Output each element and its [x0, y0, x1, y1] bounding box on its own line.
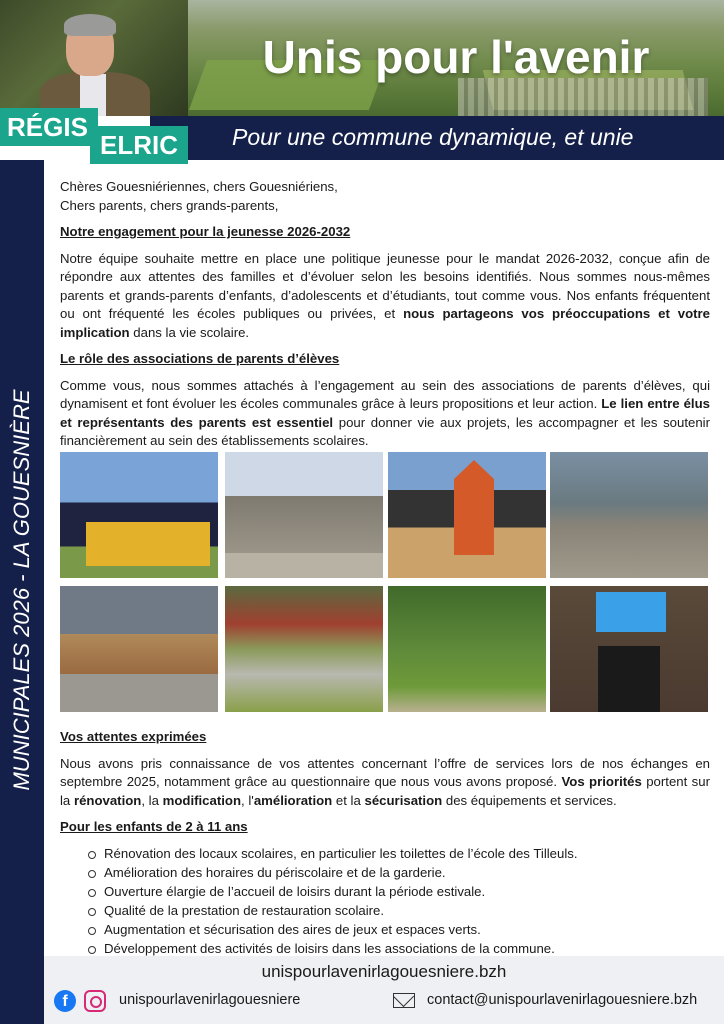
photo-stone-school [225, 452, 383, 578]
main-content [60, 178, 710, 459]
campaign-subtitle: Pour une commune dynamique, et unie [232, 124, 634, 150]
list-item: Augmentation et sécurisation des aires de jeux et espaces verts. [86, 921, 710, 940]
photo-community-building [60, 586, 218, 712]
website-link[interactable]: unispourlavenirlagouesniere.bzh [261, 962, 507, 981]
list-item: Amélioration des horaires du périscolaire et de la garderie. [86, 864, 710, 883]
photo-grid [60, 452, 710, 714]
list-item: Qualité de la prestation de restauration scolaire. [86, 902, 710, 921]
greeting-line-2: Chers parents, chers grands-parents, [60, 197, 279, 213]
photo-sports-track [225, 586, 383, 712]
lower-content [60, 722, 710, 959]
candidate-last-name: ELRIC [100, 130, 178, 160]
candidate-portrait [0, 0, 188, 116]
paragraph-engagement: Notre équipe souhaite mettre en place une politique jeunesse pour le mandat 2026-2032, conçue afin de répondre aux attentes des familles et d’évoluer selon les besoins identifiés. Nous sommes nous-mêmes parents et grands-parents d’enfants, d’adolescents et d’étudiants, tout comme vous. Nos enfants fréquentent ou ont fréquenté les écoles publiques ou privées, et nous partageons vos préoccupations et votre implication dans la vie scolaire. [60, 250, 711, 340]
photo-playground [388, 452, 546, 578]
photo-school-aerial [550, 452, 708, 578]
paragraph-associations: Comme vous, nous sommes attachés à l’engagement au sein des associations de parents d’élèves, qui dynamisent et font évoluer les écoles communales grâce à leurs propositions et leur action. Le lien entre élus et représentants des parents est essentiel pour donner vie aux projets, les accompagner et les soutenir financièrement au sein des établissements scolaires. [60, 377, 710, 448]
list-item: Ouverture élargie de l’accueil de loisirs durant la période estivale. [86, 883, 710, 902]
header [0, 0, 724, 160]
list-item: Développement des activités de loisirs dans les associations de la commune. [86, 940, 710, 959]
campaign-title: Unis pour l'avenir [262, 31, 650, 83]
social-handle[interactable]: unispourlavenirlagouesniere [119, 992, 301, 1008]
photo-stone-entrance [550, 586, 708, 712]
section-title-expectations: Vos attentes exprimées [60, 729, 207, 744]
section-title-engagement: Notre engagement pour la jeunesse 2026-2032 [60, 224, 351, 239]
candidate-first-name: RÉGIS [7, 112, 88, 142]
instagram-icon[interactable] [84, 990, 106, 1012]
children-priorities-list [86, 845, 710, 959]
greeting-line-1: Chères Gouesniériennes, chers Gouesniériens, [60, 179, 338, 194]
photo-school-yellow-building [60, 452, 218, 578]
list-item: Rénovation des locaux scolaires, en particulier les toilettes de l’école des Tilleuls. [86, 845, 710, 864]
contact-email-link[interactable]: contact@unispourlavenirlagouesniere.bzh [427, 992, 698, 1008]
photo-green-path [388, 586, 546, 712]
mail-icon [393, 993, 415, 1008]
section-title-children: Pour les enfants de 2 à 11 ans [60, 819, 248, 834]
election-banner-text: MUNICIPALES 2026 - LA GOUESNIÈRE [9, 389, 34, 791]
facebook-icon[interactable]: f [54, 990, 76, 1012]
section-title-associations: Le rôle des associations de parents d’élèves [60, 351, 340, 366]
paragraph-expectations: Nous avons pris connaissance de vos attentes concernant l’offre de services lors de nos échanges en septembre 2025, notamment grâce au questionnaire que nous vous avons proposé. Vos priorités portent sur la rénovation, la modification, l'amélioration et la sécurisation des équipements et services. [60, 755, 710, 808]
greeting [60, 178, 710, 215]
